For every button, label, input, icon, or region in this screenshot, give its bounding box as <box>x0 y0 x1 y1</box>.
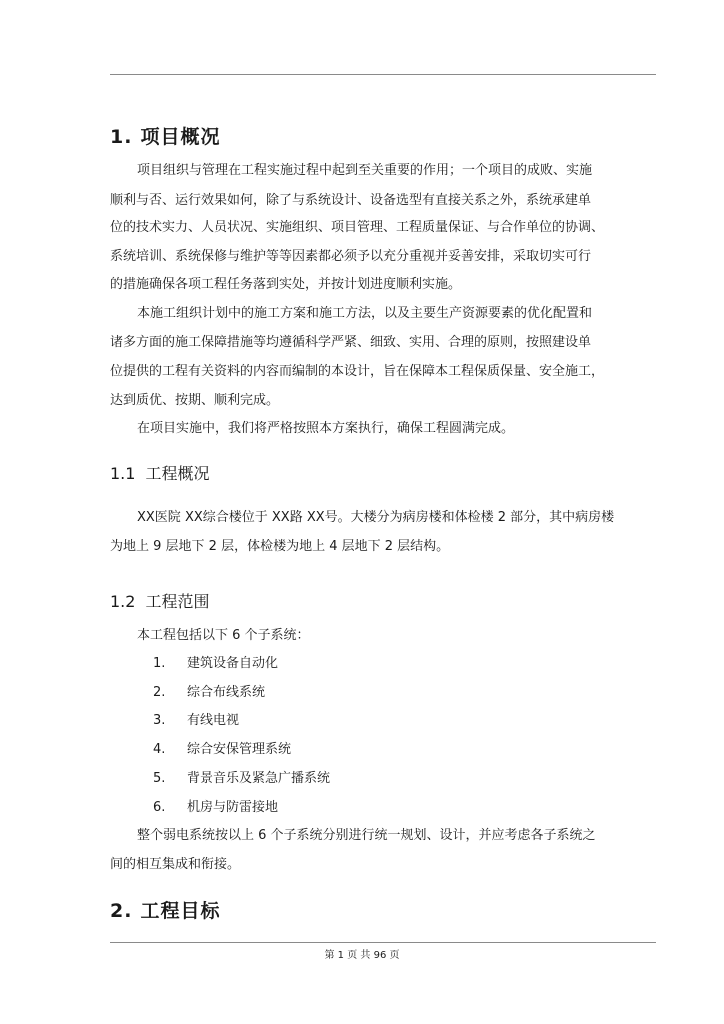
paragraph-line: 项目组织与管理在工程实施过程中起到至关重要的作用；一个项目的成败、实施 <box>137 163 593 178</box>
list-item-text: 综合布线系统 <box>187 685 266 700</box>
section-2-number: 2. <box>110 900 133 922</box>
paragraph-line: 诸多方面的施工保障措施等均遵循科学严紧、细致、实用、合理的原则，按照建设单 <box>110 335 592 350</box>
section-2-title: 工程目标 <box>140 900 221 922</box>
list-item <box>153 656 278 672</box>
paragraph-line: 位的技术实力、人员状况、实施组织、项目管理、工程质量保证、与合作单位的协调、 <box>110 220 605 235</box>
section-1-heading <box>110 122 220 149</box>
list-item-index: 1. <box>153 656 166 671</box>
list-item <box>153 685 265 701</box>
paragraph-line: 为地上 9 层地下 2 层，体检楼为地上 4 层地下 2 层结构。 <box>110 539 450 554</box>
list-item <box>153 742 291 758</box>
section-1-2-title: 工程范围 <box>145 592 210 611</box>
paragraph-line: 达到质优、按期、顺利完成。 <box>110 393 280 408</box>
paragraph-line: 的措施确保各项工程任务落到实处，并按计划进度顺利实施。 <box>110 277 462 292</box>
paragraph-line: XX医院 XX综合楼位于 XX路 XX号。大楼分为病房楼和体检楼 2 部分，其中病房楼 <box>137 510 615 525</box>
paragraph-line: 顺利与否、运行效果如何，除了与系统设计、设备选型有直接关系之外，系统承建单 <box>110 193 592 208</box>
list-item-text: 背景音乐及紧急广播系统 <box>187 771 331 786</box>
section-1-1-title: 工程概况 <box>145 464 210 483</box>
list-item-text: 综合安保管理系统 <box>187 742 292 757</box>
list-item-index: 3. <box>153 713 166 728</box>
section-1-2-number: 1.2 <box>110 592 136 611</box>
list-item <box>153 713 239 729</box>
section-2-heading <box>110 896 220 923</box>
paragraph-line: 系统培训、系统保修与维护等等因素都必须予以充分重视并妥善安排，采取切实可行 <box>110 249 592 264</box>
list-item-index: 6. <box>153 800 166 815</box>
section-1-2-heading <box>110 589 209 612</box>
list-item-index: 2. <box>153 685 166 700</box>
list-item-index: 5. <box>153 771 166 786</box>
list-item-text: 建筑设备自动化 <box>187 656 279 671</box>
paragraph-line: 本工程包括以下 6 个子系统： <box>137 628 310 643</box>
page-footer: 第 1 页 共 96 页 <box>324 950 400 961</box>
list-item-index: 4. <box>153 742 166 757</box>
paragraph-line: 间的相互集成和衔接。 <box>110 857 241 872</box>
section-1-title: 项目概况 <box>140 126 221 148</box>
footer-rule <box>110 942 656 943</box>
list-item <box>153 800 278 816</box>
paragraph-line: 整个弱电系统按以上 6 个子系统分别进行统一规划、设计，并应考虑各子系统之 <box>137 828 596 843</box>
list-item-text: 机房与防雷接地 <box>187 800 279 815</box>
list-item <box>153 771 330 787</box>
list-item-text: 有线电视 <box>187 713 240 728</box>
paragraph-line: 在项目实施中，我们将严格按照本方案执行，确保工程圆满完成。 <box>137 421 515 436</box>
header-rule <box>110 74 656 75</box>
section-1-1-heading <box>110 461 209 484</box>
section-1-number: 1. <box>110 126 133 148</box>
paragraph-line: 本施工组织计划中的施工方案和施工方法，以及主要生产资源要素的优化配置和 <box>137 306 593 321</box>
section-1-1-number: 1.1 <box>110 464 136 483</box>
paragraph-line: 位提供的工程有关资料的内容而编制的本设计，旨在保障本工程保质保量、安全施工， <box>110 364 605 379</box>
